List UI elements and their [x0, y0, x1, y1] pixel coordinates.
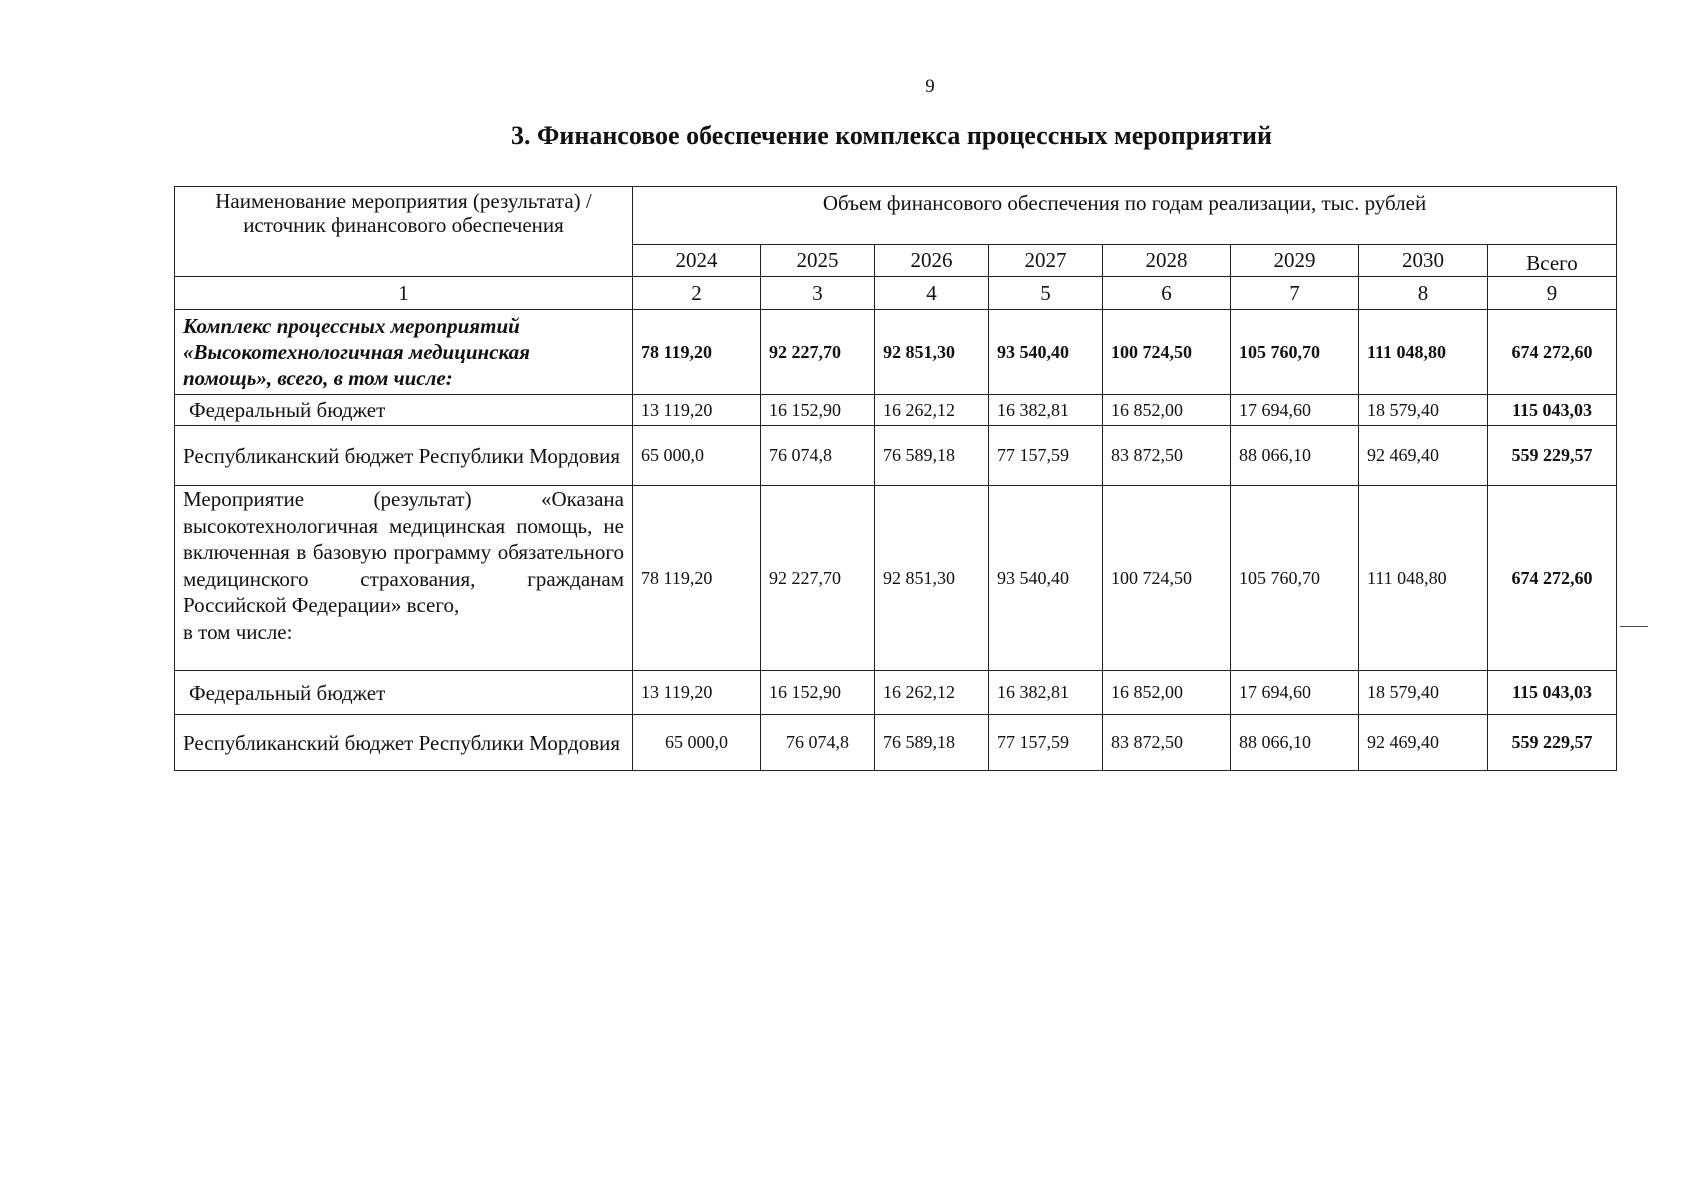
year-header: 2025 [761, 245, 875, 277]
value-cell: 65 000,0 [633, 426, 761, 486]
value-cell: 13 119,20 [633, 671, 761, 715]
row-name: Федеральный бюджет [175, 395, 633, 426]
row-name-tail: в том числе: [183, 619, 293, 644]
total-header: Всего [1488, 245, 1617, 277]
column-number: 4 [875, 277, 989, 310]
column-number: 9 [1488, 277, 1617, 310]
value-cell: 18 579,40 [1359, 671, 1488, 715]
value-cell: 78 119,20 [633, 310, 761, 395]
table-row [175, 671, 1617, 715]
column-number: 7 [1231, 277, 1359, 310]
value-cell: 16 262,12 [875, 671, 989, 715]
row-name: Комплекс процессных мероприятий «Высокотехнологичная медицинская помощь», всего, в том числе: [175, 310, 633, 395]
value-cell: 18 579,40 [1359, 395, 1488, 426]
value-cell: 16 262,12 [875, 395, 989, 426]
year-header: 2027 [989, 245, 1103, 277]
value-cell: 111 048,80 [1359, 486, 1488, 671]
value-cell: 92 851,30 [875, 486, 989, 671]
value-cell: 76 074,8 [761, 715, 875, 771]
value-cell: 88 066,10 [1231, 426, 1359, 486]
table-row [175, 426, 1617, 486]
column-number: 6 [1103, 277, 1231, 310]
value-cell: 65 000,0 [633, 715, 761, 771]
value-cell: 92 227,70 [761, 310, 875, 395]
column-number: 1 [175, 277, 633, 310]
row-name: Федеральный бюджет [175, 671, 633, 715]
value-cell: 77 157,59 [989, 715, 1103, 771]
value-cell: 16 852,00 [1103, 671, 1231, 715]
value-cell: 17 694,60 [1231, 671, 1359, 715]
row-name-text: Мероприятие (результат) «Оказана высокотехнологичная медицинская помощь, не включенная в базовую программу обязательного медицинского страхования, гражданам Российской Федерации» всего, [183, 487, 624, 617]
value-cell: 92 851,30 [875, 310, 989, 395]
column-number: 2 [633, 277, 761, 310]
year-header: 2026 [875, 245, 989, 277]
value-cell: 76 589,18 [875, 426, 989, 486]
table-row [175, 486, 1617, 671]
financing-table [174, 186, 1617, 771]
year-header: 2028 [1103, 245, 1231, 277]
year-header: 2029 [1231, 245, 1359, 277]
value-cell: 100 724,50 [1103, 310, 1231, 395]
value-cell: 93 540,40 [989, 486, 1103, 671]
value-cell: 92 469,40 [1359, 426, 1488, 486]
value-cell: 88 066,10 [1231, 715, 1359, 771]
total-cell: 115 043,03 [1488, 671, 1617, 715]
value-cell: 16 152,90 [761, 671, 875, 715]
year-header: 2024 [633, 245, 761, 277]
value-cell: 17 694,60 [1231, 395, 1359, 426]
page-number: 9 [925, 76, 935, 97]
value-cell: 111 048,80 [1359, 310, 1488, 395]
total-cell: 559 229,57 [1488, 426, 1617, 486]
value-cell: 16 152,90 [761, 395, 875, 426]
value-cell: 76 589,18 [875, 715, 989, 771]
value-cell: 78 119,20 [633, 486, 761, 671]
column-number: 5 [989, 277, 1103, 310]
value-cell: 13 119,20 [633, 395, 761, 426]
header-name-cell: Наименование мероприятия (результата) / источник финансового обеспечения [175, 187, 633, 277]
total-cell: 674 272,60 [1488, 310, 1617, 395]
value-cell: 92 227,70 [761, 486, 875, 671]
header-volume-cell: Объем финансового обеспечения по годам реализации, тыс. рублей [633, 187, 1617, 245]
table-row [175, 715, 1617, 771]
total-cell: 559 229,57 [1488, 715, 1617, 771]
value-cell: 16 382,81 [989, 671, 1103, 715]
table-row [175, 310, 1617, 395]
value-cell: 76 074,8 [761, 426, 875, 486]
table-row [175, 395, 1617, 426]
row-name: Республиканский бюджет Республики Мордовия [175, 426, 633, 486]
value-cell: 77 157,59 [989, 426, 1103, 486]
value-cell: 105 760,70 [1231, 486, 1359, 671]
total-cell: 115 043,03 [1488, 395, 1617, 426]
column-number: 3 [761, 277, 875, 310]
row-name: Республиканский бюджет Республики Мордовия [175, 715, 633, 771]
value-cell: 16 852,00 [1103, 395, 1231, 426]
column-number: 8 [1359, 277, 1488, 310]
row-name [175, 486, 633, 671]
section-title: 3. Финансовое обеспечение комплекса процессных мероприятий [511, 121, 1272, 150]
value-cell: 93 540,40 [989, 310, 1103, 395]
value-cell: 16 382,81 [989, 395, 1103, 426]
value-cell: 83 872,50 [1103, 426, 1231, 486]
value-cell: 92 469,40 [1359, 715, 1488, 771]
scan-mark [1620, 626, 1648, 627]
value-cell: 105 760,70 [1231, 310, 1359, 395]
total-cell: 674 272,60 [1488, 486, 1617, 671]
value-cell: 83 872,50 [1103, 715, 1231, 771]
value-cell: 100 724,50 [1103, 486, 1231, 671]
year-header: 2030 [1359, 245, 1488, 277]
